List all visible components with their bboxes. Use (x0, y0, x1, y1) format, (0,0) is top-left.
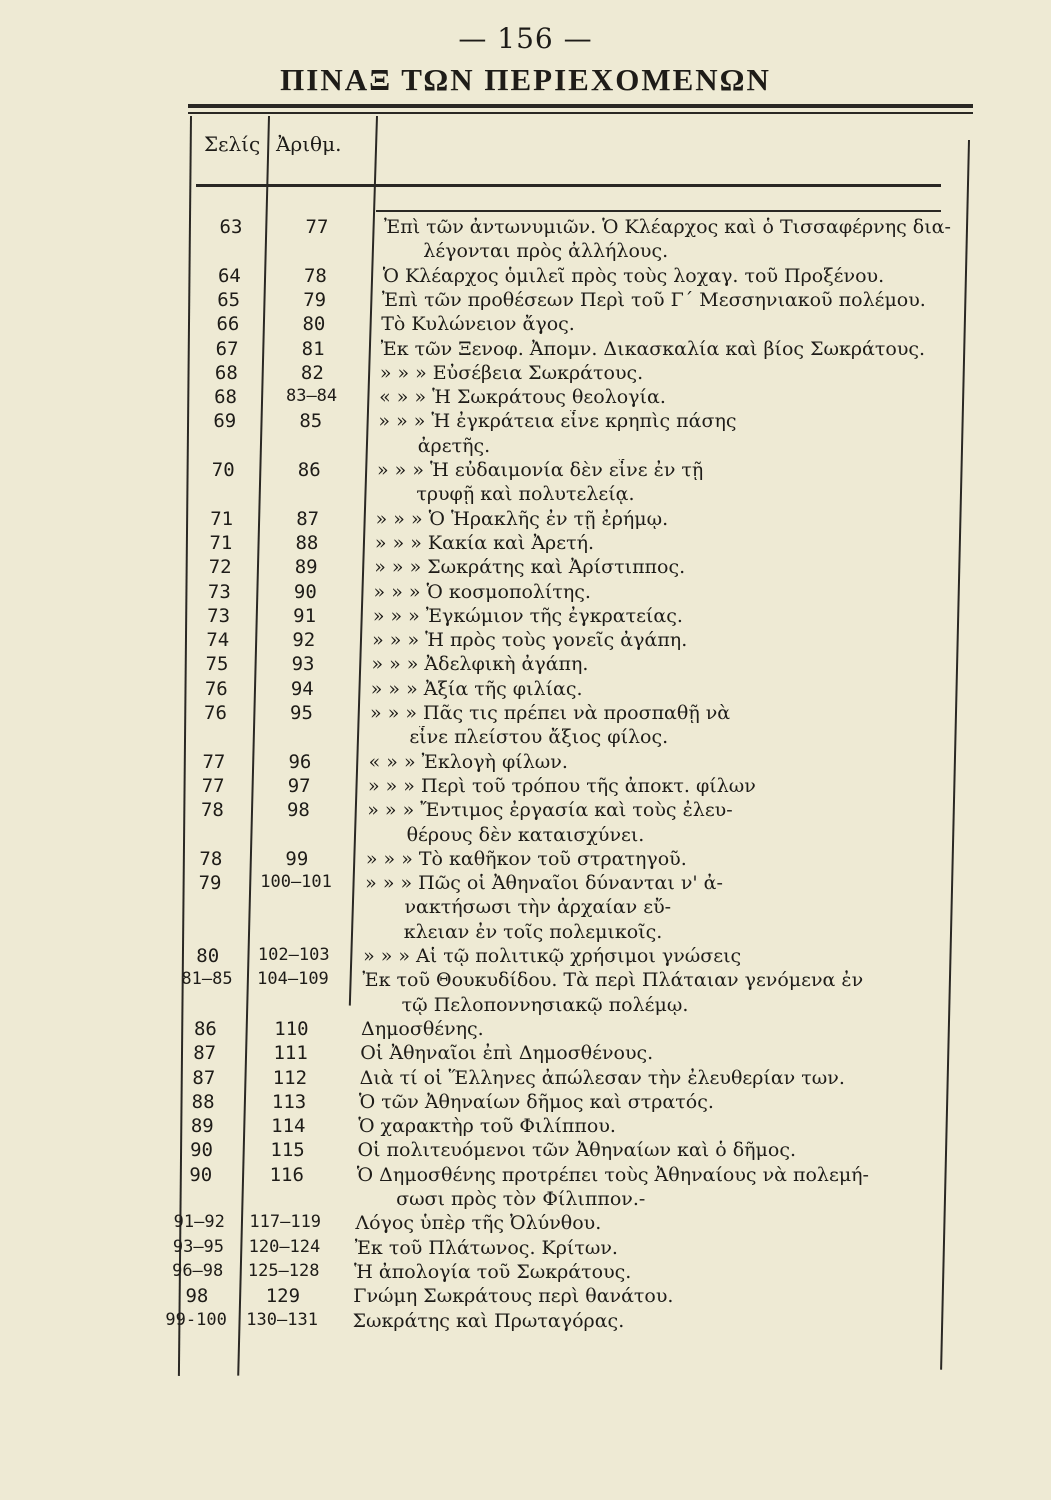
row-title: » » » Ἡ ἐγκράτεια εἶνε κρηπὶς πάσης (378, 410, 737, 433)
row-number: 80 (302, 313, 326, 336)
row-number: 110 (274, 1017, 309, 1040)
row-number: 111 (273, 1042, 308, 1065)
row-page: 70 (211, 459, 235, 481)
row-title: » » » Εὐσέβεια Σωκράτους. (379, 361, 644, 384)
row-page: 80 (196, 945, 220, 967)
row-page: 67 (215, 337, 239, 360)
row-title: τῷ Πελοποννησιακῷ πολέμῳ. (401, 993, 689, 1016)
row-title: εἶνε πλείστου ἄξιος φίλος. (409, 726, 669, 749)
row-title: Ἡ ἀπολογία τοῦ Σωκράτους. (354, 1260, 632, 1283)
header-rule-right (376, 210, 941, 212)
row-title: Ἐκ τοῦ Θουκυδίδου. Τὰ περὶ Πλάταιαν γενόμενα ἐν (362, 969, 864, 992)
row-number: 87 (296, 507, 320, 530)
row-number: 86 (297, 459, 321, 481)
row-title: Δημοσθένης. (360, 1017, 484, 1040)
row-title: » » » Ὁ Ἡρακλῆς ἐν τῇ ἐρήμῳ. (375, 507, 669, 530)
column-header-number: Ἀριθμ. (276, 132, 342, 156)
row-page: 88 (191, 1090, 215, 1113)
row-title: Οἱ πολιτευόμενοι τῶν Ἀθηναίων καὶ ὁ δῆμος. (357, 1139, 796, 1162)
row-title: Ἐκ τοῦ Πλάτωνος. Κρίτων. (354, 1236, 618, 1259)
row-page: 68 (214, 386, 237, 409)
row-number: 77 (305, 216, 329, 238)
row-number: 92 (292, 629, 316, 652)
row-page: 77 (201, 774, 225, 797)
row-number: 89 (294, 556, 318, 579)
row-title: Ὁ Δημοσθένης προτρέπει τοὺς Ἀθηναίους νὰ πολεμή- (356, 1163, 869, 1186)
row-number: 129 (265, 1285, 301, 1308)
row-number: 112 (272, 1066, 308, 1089)
row-page: 79 (198, 872, 222, 895)
row-title: Ἐπὶ τῶν ἀντωνυμιῶν. Ὁ Κλέαρχος καὶ ὁ Τισσαφέρνης δια- (384, 216, 951, 238)
row-page: 73 (207, 604, 231, 627)
page-number: — 156 — (458, 22, 593, 55)
row-page: 71 (209, 531, 233, 554)
row-page: 74 (206, 629, 230, 652)
row-title: θέρους δὲν καταισχύνει. (406, 823, 645, 846)
row-page: 77 (202, 750, 226, 773)
row-title: Ἐκ τῶν Ξενοφ. Ἀπομν. Δικασκαλία καὶ βίος Σωκράτους. (380, 337, 926, 360)
row-title: λέγονται πρὸς ἀλλήλους. (423, 240, 669, 263)
row-page: 81—85 (181, 969, 233, 990)
row-number: 81 (301, 337, 325, 360)
row-title: » » » Ὁ κοσμοπολίτης. (373, 580, 591, 603)
row-number: 83—84 (285, 386, 338, 407)
row-page: 90 (190, 1139, 213, 1162)
row-page: 98 (185, 1285, 209, 1308)
row-page: 87 (193, 1042, 217, 1065)
row-title: Λόγος ὑπὲρ τῆς Ὀλύνθου. (355, 1212, 602, 1235)
column-line-left (178, 116, 192, 1376)
row-page: 91—92 (173, 1212, 225, 1233)
row-number: 125—128 (247, 1260, 320, 1281)
row-title: Διὰ τί οἱ Ἕλληνες ἀπώλεσαν τὴν ἐλευθερίαν των. (359, 1066, 845, 1089)
page-title: ΠΙΝΑΞ ΤΩΝ ΠΕΡΙΕΧΟΜΕΝΩΝ (280, 62, 771, 97)
row-number: 99 (285, 847, 309, 870)
top-rule-thick (188, 104, 973, 108)
row-page: 90 (189, 1163, 213, 1186)
row-number: 82 (300, 361, 324, 384)
row-number: 78 (303, 264, 327, 287)
row-number: 93 (291, 653, 315, 676)
row-page: 73 (207, 580, 231, 603)
header-rule (196, 184, 941, 187)
row-page: 93—95 (172, 1236, 225, 1257)
row-page: 87 (192, 1066, 216, 1089)
row-title: » » » Τὸ καθῆκον τοῦ στρατηγοῦ. (365, 847, 687, 870)
row-page: 96—98 (172, 1260, 224, 1281)
row-page: 76 (204, 677, 228, 700)
row-title: Ὁ τῶν Ἀθηναίων δῆμος καὶ στρατός. (358, 1090, 714, 1113)
row-number: 120—124 (248, 1236, 321, 1257)
row-number: 114 (271, 1115, 306, 1138)
row-title: » » » Αἱ τῷ πολιτικῷ χρήσιμοι γνώσεις (363, 945, 742, 967)
row-page: 76 (204, 702, 227, 724)
row-number: 117—119 (249, 1212, 322, 1233)
row-title: » » » Περὶ τοῦ τρόπου τῆς ἀποκτ. φίλων (367, 774, 756, 797)
column-header-page: Σελίς (204, 132, 261, 156)
row-number: 102—103 (257, 945, 330, 965)
top-rule-thin (188, 112, 973, 114)
row-title: » » » Ἔντιμος ἐργασία καὶ τοὺς ἐλευ- (367, 799, 733, 822)
row-number: 116 (269, 1163, 304, 1186)
row-title: » » » Ἀξία τῆς φιλίας. (370, 677, 583, 700)
row-page: 89 (190, 1115, 214, 1138)
row-title: Οἱ Ἀθηναῖοι ἐπὶ Δημοσθένους. (360, 1042, 654, 1065)
column-line-right (940, 140, 970, 1370)
row-title: Ὁ Κλέαρχος ὁμιλεῖ πρὸς τοὺς λοχαγ. τοῦ Προξένου. (382, 264, 885, 287)
row-number: 115 (270, 1139, 305, 1162)
row-number: 94 (290, 677, 314, 700)
row-number: 104—109 (257, 969, 329, 990)
row-page: 86 (193, 1017, 217, 1040)
row-title: κλειαν ἐν τοῖς πολεμικοῖς. (403, 920, 663, 943)
row-title: » » » Ἡ πρὸς τοὺς γονεῖς ἀγάπη. (372, 629, 688, 652)
row-title: « » » Ἐκλογὴ φίλων. (368, 750, 568, 773)
row-title: Σωκράτης καὶ Πρωταγόρας. (352, 1309, 625, 1332)
row-page: 63 (219, 216, 243, 238)
row-title: » » » Πᾶς τις πρέπει νὰ προσπαθῇ νὰ (370, 702, 731, 724)
row-number: 96 (288, 750, 312, 773)
row-page: 69 (213, 410, 237, 433)
row-number: 90 (293, 580, 317, 603)
row-page: 72 (208, 556, 232, 579)
row-number: 100—101 (260, 872, 332, 893)
row-page: 66 (216, 313, 240, 336)
row-title: » » » Σωκράτης καὶ Ἀρίστιππος. (374, 556, 686, 579)
row-title: Ὁ χαρακτὴρ τοῦ Φιλίππου. (358, 1115, 616, 1138)
row-title: Ἐπὶ τῶν προθέσεων Περὶ τοῦ Γ΄ Μεσσηνιακοῦ πολέμου. (381, 288, 926, 311)
row-title: τρυφῇ καὶ πολυτελείᾳ. (416, 483, 635, 506)
row-page: 68 (214, 361, 238, 384)
row-title: Τὸ Κυλώνειον ἄγος. (381, 313, 575, 336)
row-title: Γνώμη Σωκράτους περὶ θανάτου. (353, 1285, 674, 1308)
row-title: « » » Ἡ Σωκράτους θεολογία. (379, 386, 666, 409)
row-title: σωσι πρὸς τὸν Φίλιππον.- (396, 1188, 646, 1210)
row-number: 113 (271, 1090, 307, 1113)
row-title: νακτήσωσι τὴν ἀρχαίαν εὔ- (404, 896, 672, 919)
row-title: » » » Ἐγκώμιον τῆς ἐγκρατείας. (372, 604, 683, 627)
row-page: 78 (200, 799, 224, 822)
row-page: 71 (210, 507, 234, 530)
row-title: » » » Κακία καὶ Ἀρετή. (374, 531, 594, 554)
row-page: 64 (217, 264, 241, 287)
row-number: 95 (290, 702, 313, 724)
row-number: 88 (295, 531, 319, 554)
row-page: 99-100 (165, 1309, 227, 1330)
row-number: 79 (303, 288, 327, 311)
row-title: » » » Ἡ εὐδαιμονία δὲν εἶνε ἐν τῇ (377, 459, 704, 481)
row-number: 97 (287, 774, 311, 797)
row-number: 130—131 (246, 1309, 318, 1330)
row-number: 91 (293, 604, 317, 627)
row-title: » » » Πῶς οἱ Ἀθηναῖοι δύνανται ν' ἀ- (365, 872, 723, 895)
row-number: 98 (286, 799, 310, 822)
row-number: 85 (299, 410, 323, 433)
row-title: » » » Ἀδελφικὴ ἀγάπη. (371, 653, 589, 676)
row-title: ἀρετῆς. (417, 434, 491, 457)
row-page: 75 (205, 653, 229, 676)
row-page: 65 (217, 288, 241, 311)
row-page: 78 (199, 847, 223, 870)
